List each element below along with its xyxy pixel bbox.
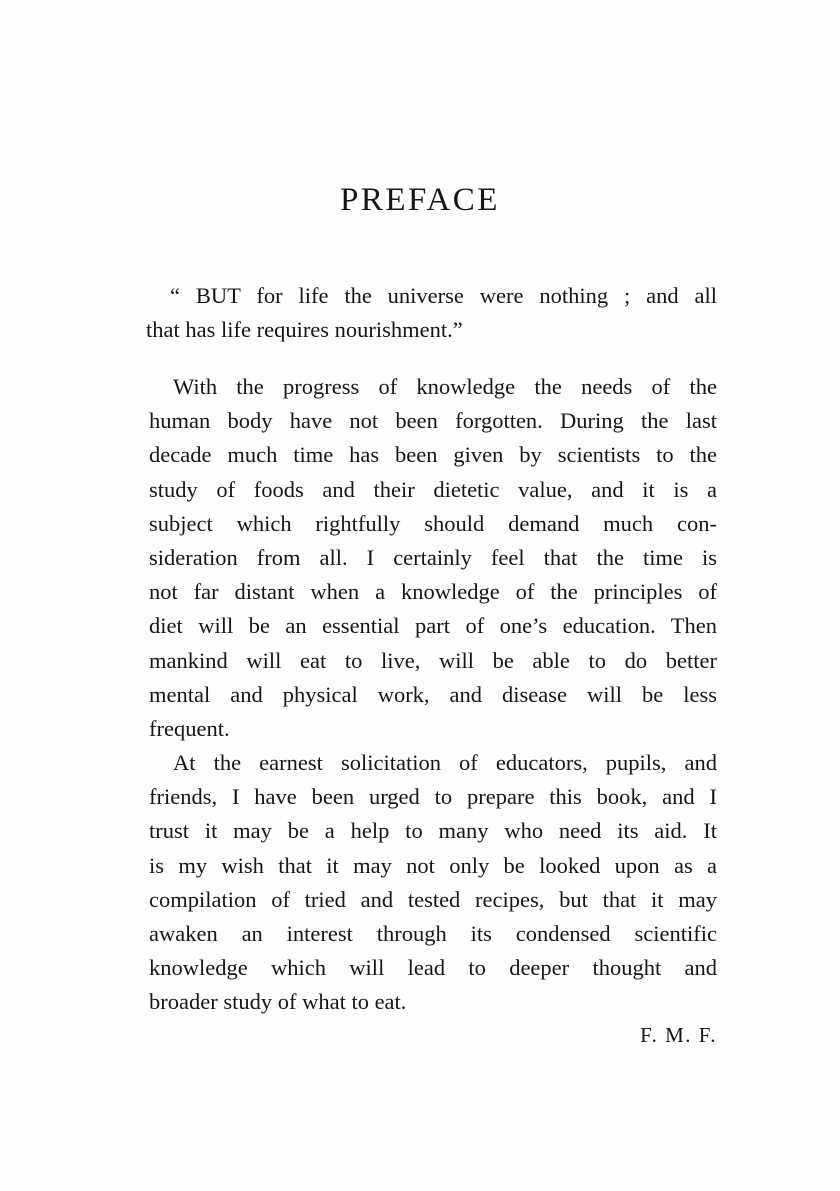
paragraph-line: With the progress of knowledge the needs of the [173, 374, 717, 399]
paragraph-line: awaken an interest through its condensed scientific [149, 920, 717, 946]
paragraph-line: subject which rightfully should demand much con- [149, 510, 717, 536]
paragraph-line: “ BUT for life the universe were nothing ; and all [170, 283, 717, 308]
paragraph-line: sideration from all. I certainly feel that the time is [149, 544, 717, 570]
author-initials: F. M. F. [640, 1023, 717, 1047]
paragraph-line: mental and physical work, and disease will be less [149, 681, 717, 707]
epigraph-paragraph [123, 279, 717, 347]
paragraph-line: trust it may be a help to many who need its aid. It [149, 818, 717, 844]
paragraph-line: frequent. [149, 715, 230, 741]
paragraph-line: decade much time has been given by scientists to the [149, 442, 717, 468]
page-title: PREFACE [340, 182, 500, 218]
paragraph-line: knowledge which will lead to deeper thought and [149, 955, 717, 981]
paragraph-line: mankind will eat to live, will be able to do better [149, 647, 717, 673]
paragraph-line: human body have not been forgotten. During the last [149, 408, 717, 434]
paragraph-line: At the earnest solicitation of educators, pupils, and [173, 750, 717, 775]
paragraph-line: study of foods and their dietetic value, and it is a [149, 476, 717, 502]
body-paragraph-1 [123, 370, 717, 746]
paragraph-line: compilation of tried and tested recipes, but that it may [149, 886, 717, 912]
paragraph-line: diet will be an essential part of one’s education. Then [149, 613, 717, 639]
body-paragraph-2 [123, 746, 717, 1020]
paragraph-line: is my wish that it may not only be looked upon as a [149, 852, 717, 878]
paragraph-line: not far distant when a knowledge of the principles of [149, 579, 717, 605]
paragraph-line: broader study of what to eat. [149, 989, 407, 1015]
paragraph-line: that has life requires nourishment.” [146, 317, 463, 343]
paragraph-line: friends, I have been urged to prepare this book, and I [149, 784, 717, 810]
